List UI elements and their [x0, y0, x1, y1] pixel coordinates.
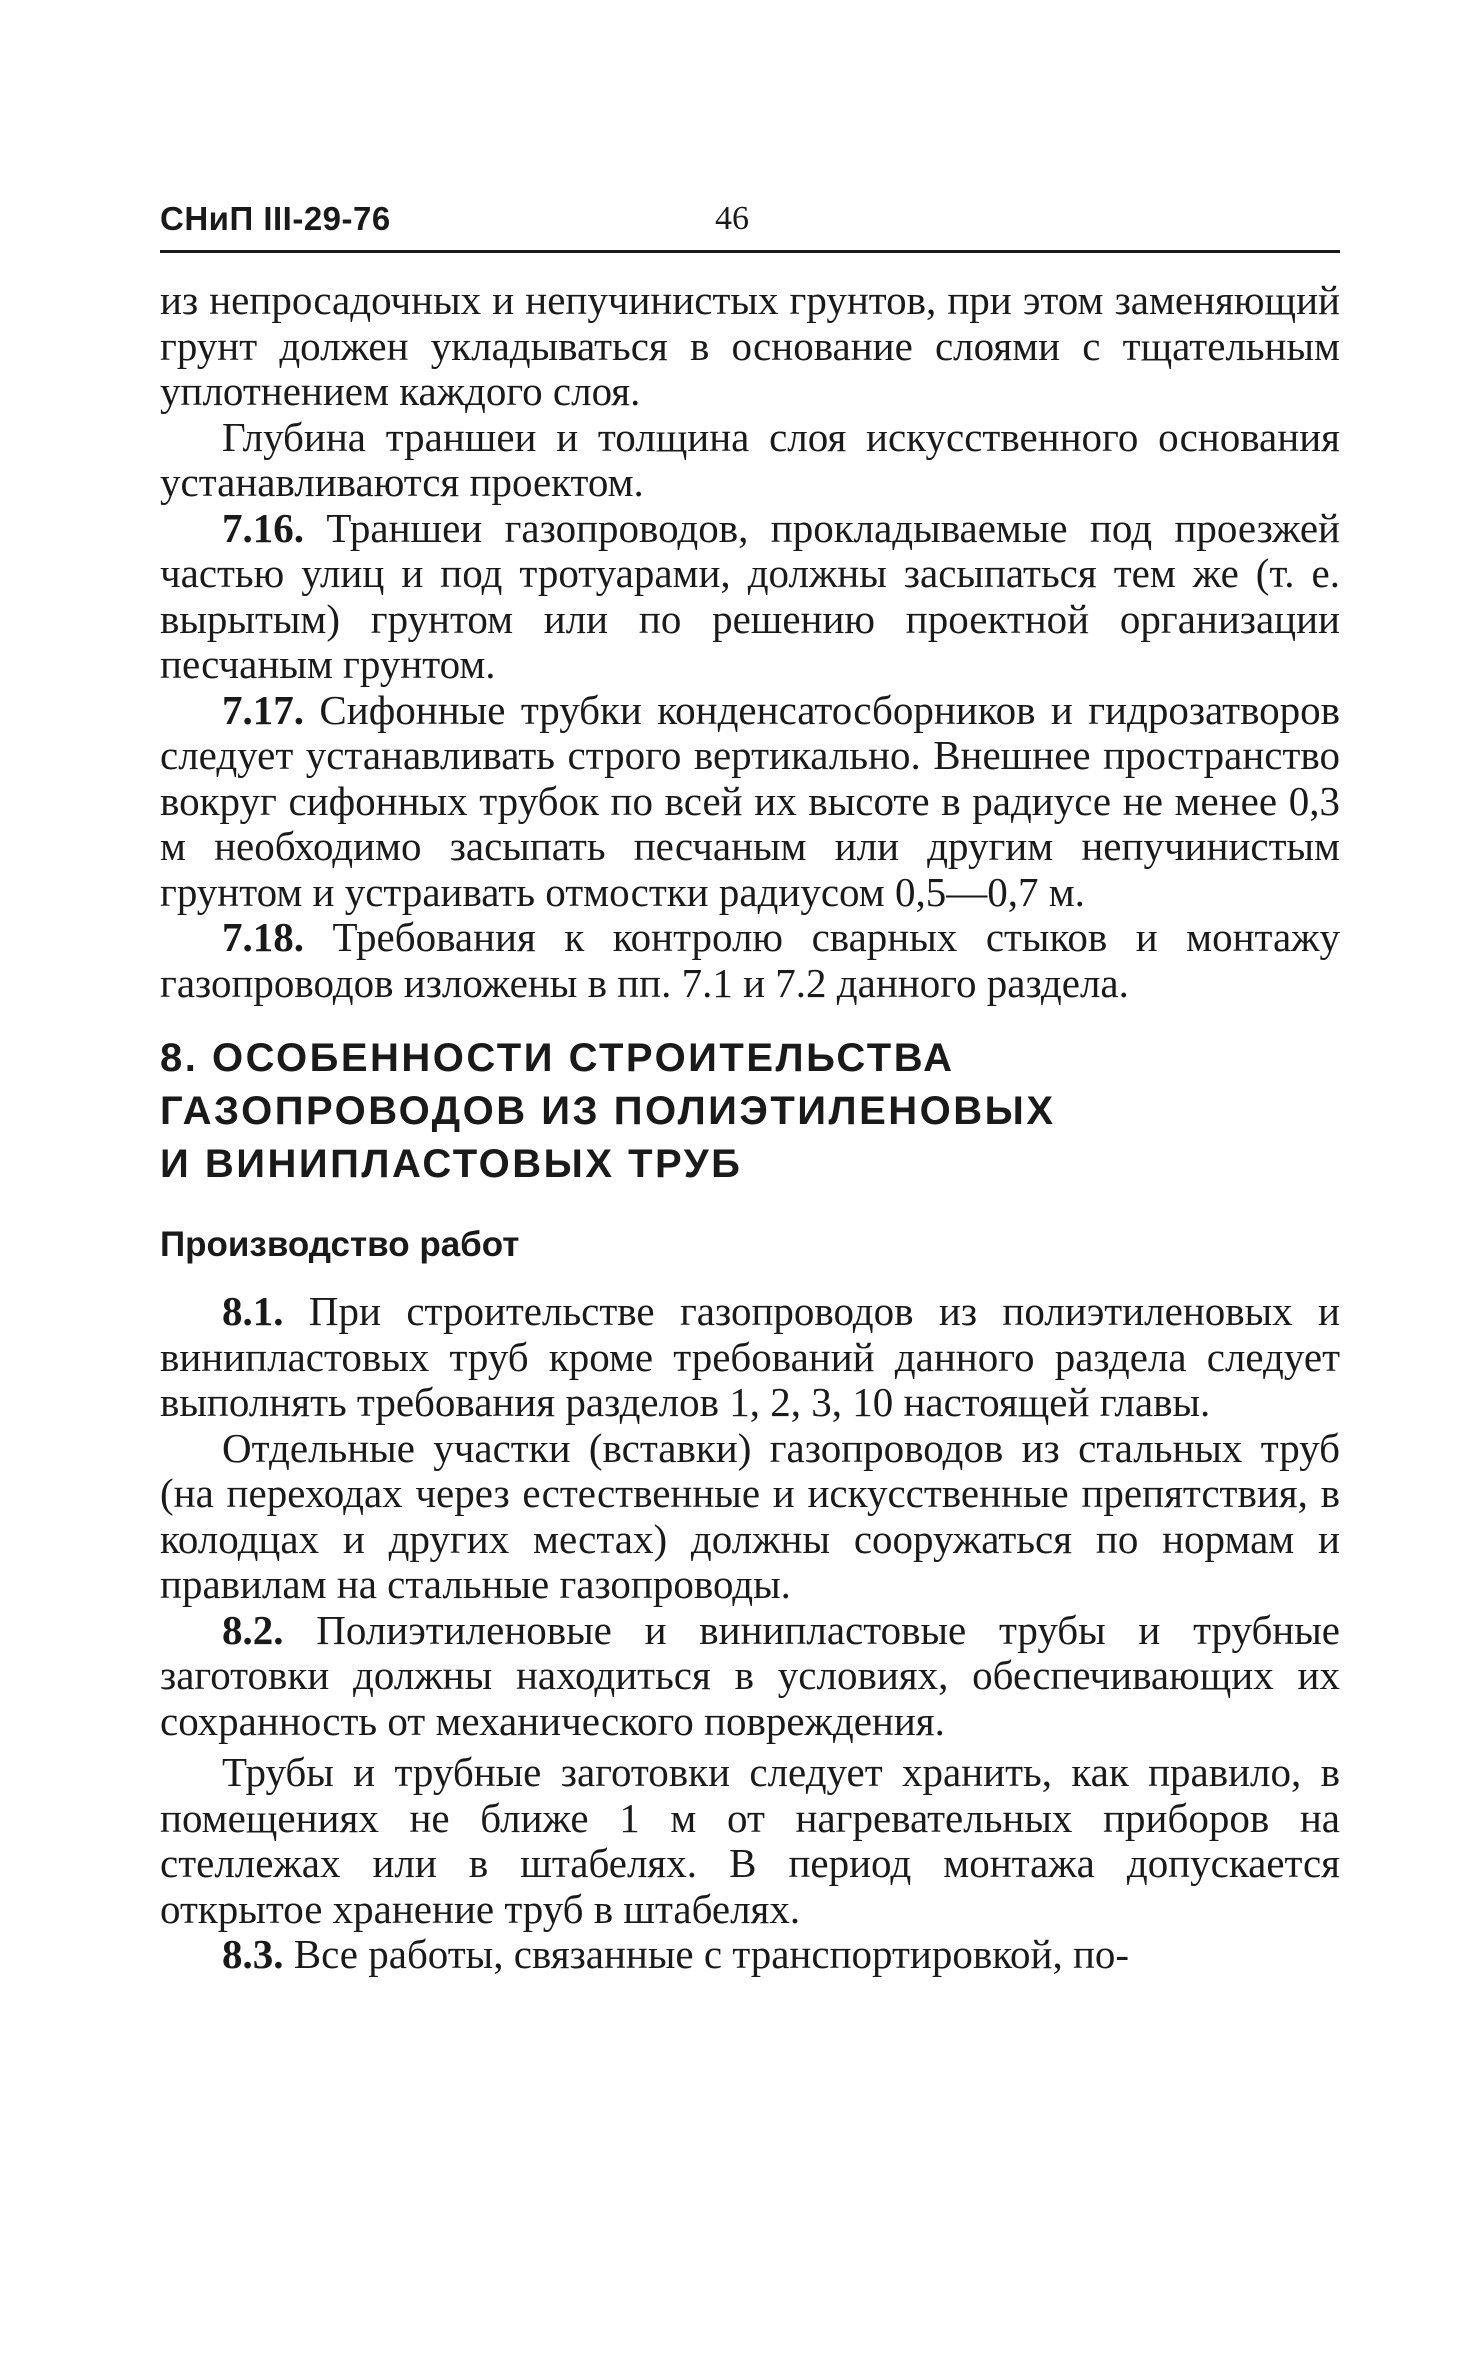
clause-number: 7.18.: [222, 914, 304, 960]
clause-text: Все работы, связанные с транспортировкой, по-: [293, 1931, 1130, 1977]
section-title-line: ГАЗОПРОВОДОВ ИЗ ПОЛИЭТИЛЕНОВЫХ: [160, 1089, 1056, 1133]
clause-number: 8.2.: [222, 1606, 284, 1653]
clause-number: 8.1.: [222, 1288, 284, 1334]
clause-text: Полиэтиленовые и винипластовые трубы и трубные заготовки должны находиться в условиях, обеспечивающих их сохранность от механического повреждения.: [160, 1606, 1340, 1744]
paragraph-text: Глубина траншеи и толщина слоя искусственного основания устанавливаются проектом.: [160, 413, 1340, 505]
clause-text: Требования к контролю сварных стыков и монтажу газопроводов изложены в пп. 7.1 и 7.2 данного раздела.: [160, 914, 1341, 1006]
page-number: 46: [715, 200, 749, 237]
section-title-line: И ВИНИПЛАСТОВЫХ ТРУБ: [160, 1142, 743, 1186]
paragraph-text: Отдельные участки (вставки) газопроводов из стальных труб (на переходах через естественные и искусственные препятствия, в колодцах и других местах) должны сооружаться по нормам и правилам на стальные газопроводы.: [160, 1424, 1340, 1607]
clause-8-2: [160, 1608, 1340, 1745]
paragraph-text: Трубы и трубные заготовки следует хранить, как правило, в помещениях не ближе 1 м от нагревательных приборов на стеллежах или в штабелях. В период монтажа допускается открытое хранение труб в штабелях.: [160, 1749, 1340, 1932]
clause-text: При строительстве газопроводов из полиэтиленовых и винипластовых труб кроме требований данного раздела следует выполнять требования разделов 1, 2, 3, 10 настоящей главы.: [160, 1288, 1340, 1425]
section-title-line: 8. ОСОБЕННОСТИ СТРОИТЕЛЬСТВА: [160, 1036, 955, 1080]
clause-7-17: [160, 688, 1340, 916]
paragraph-pipe-storage: [160, 1750, 1340, 1932]
clause-number: 7.17.: [222, 686, 304, 733]
paragraph-continuation: [160, 278, 1340, 415]
body-text: [160, 278, 1340, 1978]
clause-number: 8.3.: [222, 1931, 284, 1977]
document-page: [160, 190, 1340, 1978]
page-header: [160, 190, 1340, 260]
subsection-title: Производство работ: [160, 1225, 520, 1264]
clause-7-16: [160, 506, 1340, 688]
clause-8-1: [160, 1289, 1340, 1426]
clause-number: 7.16.: [222, 504, 304, 551]
clause-8-3: [160, 1932, 1340, 1978]
header-rule: [160, 250, 1340, 253]
paragraph-steel-inserts: [160, 1426, 1340, 1608]
section-8-title: [160, 1032, 1340, 1191]
clause-7-18: [160, 915, 1340, 1006]
document-code: СНиП III-29-76: [160, 200, 391, 237]
clause-text: Траншеи газопроводов, прокладываемые под проезжей частью улиц и под тротуарами, должны засыпаться тем же (т. е. вырытым) грунтом или по решению проектной организации песчаным грунтом.: [160, 504, 1340, 687]
paragraph-text: из непросадочных и непучинистых грунтов, при этом заменяющий грунт должен укладываться в основание слоями с тщательным уплотнением каждого слоя.: [160, 277, 1340, 414]
paragraph-trench-depth: [160, 415, 1340, 506]
clause-text: Сифонные трубки конденсатосборников и гидрозатворов следует устанавливать строго вертикально. Внешнее пространство вокруг сифонных трубок по всей их высоте в радиусе не менее 0,3 м необходимо засыпать песчаным или другим непучинистым грунтом и устраивать отмостки радиусом 0,5—0,7 м.: [160, 686, 1341, 915]
